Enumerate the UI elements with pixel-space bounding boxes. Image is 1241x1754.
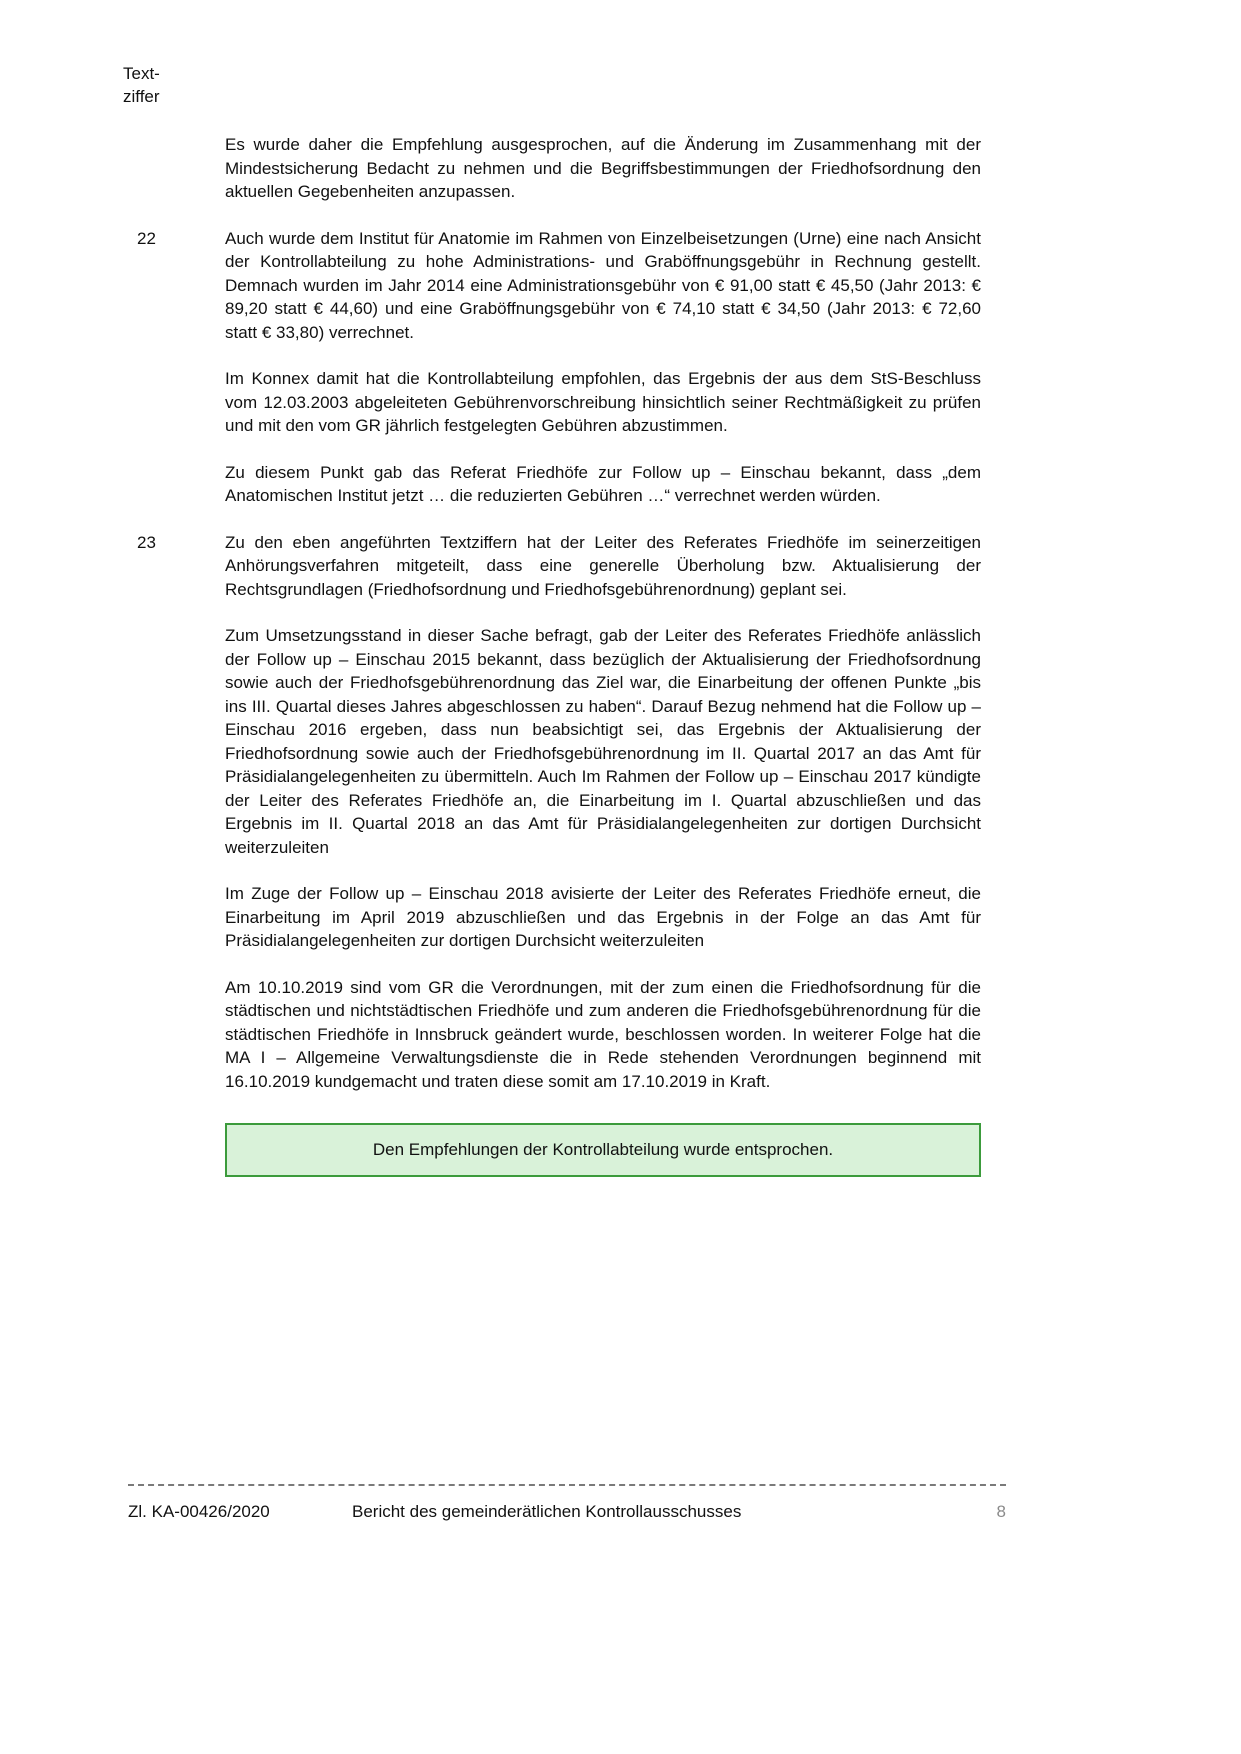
textziffer-header-line1: Text- bbox=[123, 64, 160, 83]
document-body bbox=[125, 133, 981, 1177]
paragraph-text: Zum Umsetzungsstand in dieser Sache befragt, gab der Leiter des Referates Friedhöfe anlässlich der Follow up – Einschau 2015 bekannt, dass bezüglich der Aktualisierung der Friedhofsordnung sowie auch der Friedhofsgebührenordnung das Ziel war, die Einarbeitung der offenen Punkte „bis ins III. Quartal dieses Jahres abgeschlossen zu haben“. Darauf Bezug nehmend hat die Follow up – Einschau 2016 ergeben, dass nun beabsichtigt sei, das Ergebnis der Aktualisierung der Friedhofsordnung sowie auch der Friedhofsgebührenordnung im II. Quartal 2017 an das Amt für Präsidialangelegenheiten zu übermitteln. Auch Im Rahmen der Follow up – Einschau 2017 kündigte der Leiter des Referates Friedhöfe an, die Einarbeitung im I. Quartal abzuschließen und das Ergebnis im II. Quartal 2018 an das Amt für Präsidialangelegenheiten zur dortigen Durchsicht weiterzuleiten bbox=[225, 626, 981, 857]
paragraph-row bbox=[125, 531, 981, 602]
paragraph-text: Im Konnex damit hat die Kontrollabteilung empfohlen, das Ergebnis der aus dem StS-Beschluss vom 12.03.2003 abgeleiteten Gebührenvorschreibung hinsichtlich seiner Rechtmäßigkeit zu prüfen und mit den vom GR jährlich festgelegten Gebühren abzustimmen. bbox=[225, 369, 981, 435]
textziffer-column-header bbox=[123, 62, 160, 108]
textziffer-number-23: 23 bbox=[137, 532, 156, 552]
paragraph-text: Im Zuge der Follow up – Einschau 2018 avisierte der Leiter des Referates Friedhöfe erneut, die Einarbeitung im April 2019 abzuschließen und das Ergebnis in der Folge an das Amt für Präsidialangelegenheiten zur dortigen Durchsicht weiterzuleiten bbox=[225, 884, 981, 950]
paragraph-row bbox=[125, 367, 981, 438]
textziffer-number bbox=[125, 882, 225, 953]
recommendation-status-box: Den Empfehlungen der Kontrollabteilung wurde entsprochen. bbox=[225, 1123, 981, 1177]
paragraph-text: Zu den eben angeführten Textziffern hat der Leiter des Referates Friedhöfe im seinerzeitigen Anhörungsverfahren mitgeteilt, dass eine generelle Überholung bzw. Aktualisierung der Rechtsgrundlagen (Friedhofsordnung und Friedhofsgebührenordnung) geplant sei. bbox=[225, 532, 981, 599]
paragraph-text: Auch wurde dem Institut für Anatomie im Rahmen von Einzelbeisetzungen (Urne) eine nach Ansicht der Kontrollabteilung zu hohe Administrations- und Graböffnungsgebühr in Rechnung gestellt. Demnach wurden im Jahr 2014 eine Administrationsgebühr von € 91,00 statt € 45,50 (Jahr 2013: € 89,20 statt € 44,60) und eine Graböffnungsgebühr von € 74,10 statt € 34,50 (Jahr 2013: € 72,60 statt € 33,80) verrechnet. bbox=[225, 228, 981, 342]
paragraph-text: Es wurde daher die Empfehlung ausgesprochen, auf die Änderung im Zusammenhang mit der Mindestsicherung Bedacht zu nehmen und die Begriffsbestimmungen der Friedhofsordnung den aktuellen Gegebenheiten anzupassen. bbox=[225, 135, 981, 201]
textziffer-header-line2: ziffer bbox=[123, 87, 160, 106]
paragraph-row bbox=[125, 882, 981, 953]
textziffer-number bbox=[125, 624, 225, 859]
textziffer-number-empty bbox=[125, 1123, 225, 1177]
textziffer-number bbox=[125, 976, 225, 1094]
paragraph-row bbox=[125, 133, 981, 204]
paragraph-row bbox=[125, 227, 981, 345]
textziffer-number-22: 22 bbox=[137, 228, 156, 248]
paragraph-text: Zu diesem Punkt gab das Referat Friedhöfe zur Follow up – Einschau bekannt, dass „dem Anatomischen Institut jetzt … die reduzierten Gebühren …“ verrechnet werden würden. bbox=[225, 462, 981, 505]
textziffer-number bbox=[125, 461, 225, 508]
footer-row bbox=[128, 1502, 1006, 1522]
textziffer-number bbox=[125, 133, 225, 204]
paragraph-row bbox=[125, 624, 981, 859]
recommendation-box-row bbox=[125, 1123, 981, 1177]
footer-reference-number: Zl. KA-00426/2020 bbox=[128, 1502, 270, 1521]
footer-divider bbox=[128, 1484, 1006, 1486]
page-footer bbox=[128, 1484, 1006, 1522]
footer-document-title: Bericht des gemeinderätlichen Kontrollausschusses bbox=[352, 1502, 742, 1521]
textziffer-number bbox=[125, 367, 225, 438]
paragraph-row bbox=[125, 976, 981, 1094]
footer-page-number: 8 bbox=[996, 1502, 1006, 1521]
paragraph-text: Am 10.10.2019 sind vom GR die Verordnungen, mit der zum einen die Friedhofsordnung für die städtischen und nichtstädtischen Friedhöfe und zum anderen die Friedhofsgebührenordnung für die städtischen Friedhöfe in Innsbruck geändert wurde, beschlossen worden. In weiterer Folge hat die MA I – Allgemeine Verwaltungsdienste die in Rede stehenden Verordnungen beginnend mit 16.10.2019 kundgemacht und traten diese somit am 17.10.2019 in Kraft. bbox=[225, 977, 981, 1091]
paragraph-row bbox=[125, 461, 981, 508]
